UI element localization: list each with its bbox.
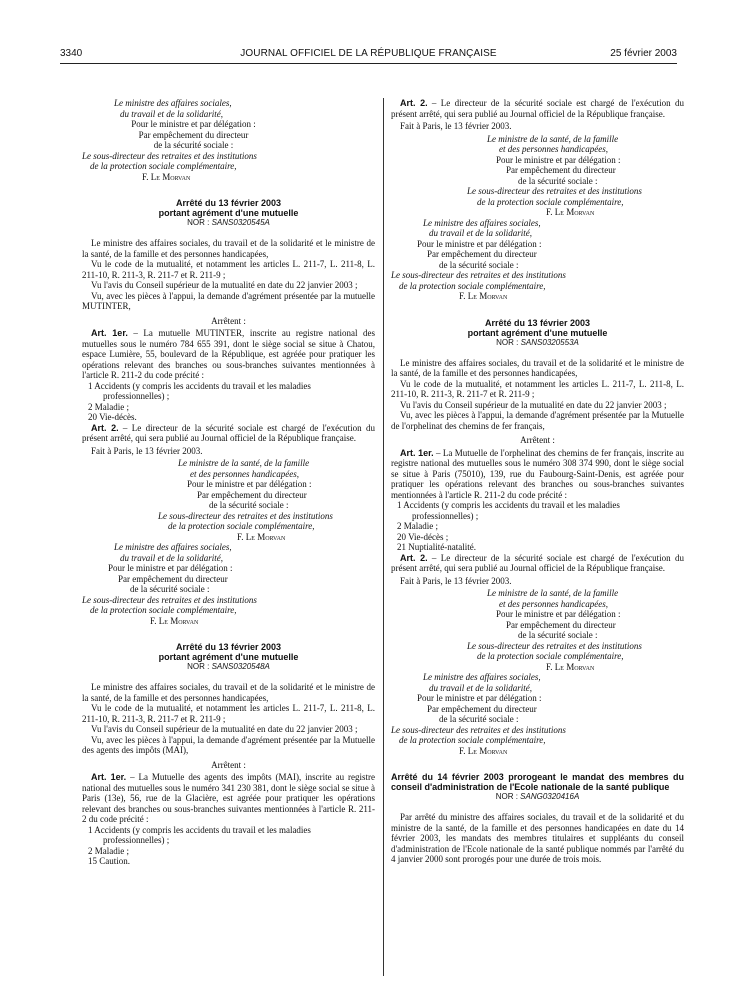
header-rule: [60, 63, 677, 64]
visa: Vu l'avis du Conseil supérieur de la mutualité en date du 22 janvier 2003 ;: [400, 399, 667, 410]
nor-reference: [82, 662, 375, 672]
fait-a-paris: Fait à Paris, le 13 février 2003.: [400, 575, 512, 586]
signature-line: Le sous-directeur des retraites et des institutions: [467, 640, 642, 651]
preamble: Le ministre des affaires sociales, du travail et de la solidarité et le ministre de la santé, de la famille et des personnes handicapées,: [391, 357, 684, 378]
signature-line: de la sécurité sociale :: [439, 259, 519, 270]
column-divider: [383, 98, 384, 976]
fait-a-paris: Fait à Paris, le 13 février 2003.: [91, 445, 203, 456]
visa: Vu, avec les pièces à l'appui, la demande d'agrément présentée par la Mutuelle de l'orphelinat des chemins de fer français,: [391, 410, 684, 431]
visa: Vu le code de la mutualité, et notamment les articles L. 211-7, L. 211-8, L. 211-10, R. 211-3, R. 211-7 et R. 211-9 ;: [391, 378, 684, 399]
page-header: [60, 48, 677, 62]
arretent-heading: Arrêtent :: [520, 435, 555, 445]
signature-block: [391, 134, 684, 302]
decree-body: Par arrêté du ministre des affaires sociales, du travail et de la solidarité et du ministre de la santé, de la famille et des personnes handicapées en date du 14 février 2003, les mandats des membres titulaires et suppléants du conseil d'administration de l'Ecole nationale de la santé publique nommés par l'arrêté du 4 janvier 2000 sont prorogés pour une durée de trois mois.: [391, 812, 684, 864]
signature-line: de la sécurité sociale :: [130, 584, 210, 594]
article-label: Art. 1er.: [91, 772, 127, 782]
signature-line: de la sécurité sociale :: [209, 500, 289, 510]
decree-title: Arrêté du 13 février 2003: [484, 317, 591, 328]
list-item-cont: professionnelles) ;: [103, 835, 170, 845]
article-1: [82, 328, 375, 381]
signature-line: Le sous-directeur des retraites et des institutions: [158, 510, 333, 521]
signature-line: Le ministre des affaires sociales,: [114, 98, 232, 108]
arretent-heading: Arrêtent :: [211, 759, 246, 770]
signature-line: de la protection sociale complémentaire,: [399, 735, 546, 745]
signature-line: de la sécurité sociale :: [153, 140, 234, 150]
signature-line: du travail et de la solidarité,: [120, 108, 223, 119]
nor-label: NOR :: [496, 337, 521, 347]
nor-label: NOR :: [187, 218, 212, 227]
decree-subtitle: portant agrément d'une mutuelle: [467, 327, 608, 338]
list-item: 15 Caution.: [88, 856, 130, 866]
nor-code: SANS0320548A: [211, 662, 270, 671]
right-column: [391, 98, 684, 865]
decree-subtitle: portant agrément d'une mutuelle: [158, 208, 299, 218]
article-2: [391, 553, 684, 574]
article-2: [82, 423, 375, 444]
signature-line: Le sous-directeur des retraites et des institutions: [467, 186, 642, 196]
list-item: 1 Accidents (y compris les accidents du travail et les maladies: [397, 500, 620, 510]
signature-line: Le ministre des affaires sociales,: [114, 542, 232, 552]
signature-line: de la protection sociale complémentaire,: [399, 280, 546, 291]
signature-line: Par empêchement du directeur: [118, 573, 228, 584]
signature-block: [82, 98, 375, 182]
decree-title: Arrêté du 13 février 2003: [175, 642, 282, 652]
signature-line: Pour le ministre et par délégation :: [496, 609, 621, 619]
signature-line: Par empêchement du directeur: [506, 165, 616, 175]
issue-date: 25 février 2003: [610, 48, 677, 59]
signatory-name: F. Le Morvan: [546, 207, 595, 217]
signature-line: et des personnes handicapées,: [499, 598, 608, 609]
signature-line: Pour le ministre et par délégation :: [187, 479, 312, 489]
article-text: – La Mutuelle des agents des impôts (MAI), inscrite au registre national des mutuelles sous le numéro 341 230 381, dont le siège social se situe à Paris (13e), 56, rue de la Glacière, est agréée pour pratiquer les opérations relevant des branches ou sous-branches suivantes mentionnées à l'article R. 211-2 du code précité :: [82, 772, 375, 824]
signature-line: Le sous-directeur des retraites et des institutions: [391, 724, 566, 735]
visa: Vu, avec les pièces à l'appui, la demande d'agrément présentée par la Mutuelle des agents des impôts (MAI),: [82, 734, 375, 755]
signature-line: du travail et de la solidarité,: [429, 682, 532, 693]
article-1: [391, 448, 684, 501]
nor-code: SANS0320553A: [520, 337, 579, 347]
article-2: [391, 98, 684, 119]
article-label: Art. 1er.: [400, 447, 434, 458]
signature-line: Pour le ministre et par délégation :: [417, 693, 542, 703]
preamble: Le ministre des affaires sociales, du travail et de la solidarité et le ministre de la santé, de la famille et des personnes handicapées,: [82, 238, 375, 259]
list-item: 20 Vie-décès.: [88, 412, 137, 422]
nor-reference: [391, 338, 684, 348]
signature-line: Par empêchement du directeur: [197, 489, 307, 500]
list-item-cont: professionnelles) ;: [412, 510, 479, 521]
list-item-cont: professionnelles) ;: [103, 391, 170, 401]
list-item: 20 Vie-décès ;: [397, 531, 449, 542]
signature-line: de la sécurité sociale :: [518, 630, 598, 640]
signature-line: Par empêchement du directeur: [138, 129, 249, 140]
signature-line: Le sous-directeur des retraites et des institutions: [391, 270, 566, 280]
signature-line: de la sécurité sociale :: [518, 175, 598, 186]
signatory-name: F. Le Morvan: [546, 661, 595, 672]
nor-label: NOR :: [187, 662, 212, 671]
signatory-name: F. Le Morvan: [459, 291, 508, 301]
signature-line: Par empêchement du directeur: [427, 249, 537, 259]
signature-line: Le ministre de la santé, de la famille: [487, 133, 619, 144]
signature-line: de la protection sociale complémentaire,: [168, 521, 315, 531]
list-item: 1 Accidents (y compris les accidents du travail et les maladies: [88, 824, 311, 835]
signature-line: Pour le ministre et par délégation :: [131, 119, 256, 129]
signature-line: Le ministre des affaires sociales,: [423, 217, 541, 228]
visa: Vu le code de la mutualité, et notamment les articles L. 211-7, L. 211-8, L. 211-10, R. 211-3, R. 211-7 et R. 211-9 ;: [82, 703, 375, 724]
signature-line: Le ministre de la santé, de la famille: [178, 458, 310, 468]
signature-line: de la sécurité sociale :: [439, 714, 519, 724]
signature-line: Pour le ministre et par délégation :: [108, 563, 233, 573]
article-text: – Le directeur de la sécurité sociale est chargé de l'exécution du présent arrêté, qui sera publié au Journal officiel de la République française.: [391, 98, 684, 119]
article-label: Art. 2.: [400, 552, 428, 563]
signature-line: du travail et de la solidarité,: [429, 228, 532, 238]
article-label: Art. 1er.: [91, 328, 128, 338]
signature-line: Par empêchement du directeur: [427, 703, 537, 714]
page-number: 3340: [60, 48, 83, 59]
article-label: Art. 2.: [91, 422, 119, 433]
nor-reference: [391, 792, 684, 802]
signature-line: Pour le ministre et par délégation :: [417, 238, 542, 249]
nor-code: SANG0320416A: [520, 792, 580, 801]
list-item: 2 Maladie ;: [397, 521, 438, 531]
signature-line: de la protection sociale complémentaire,: [477, 196, 624, 207]
article-1: [82, 772, 375, 825]
signature-line: Le sous-directeur des retraites et des institutions: [82, 594, 257, 605]
signature-block: [391, 588, 684, 756]
signature-block: [82, 458, 375, 626]
left-column: [82, 98, 375, 867]
article-label: Art. 2.: [400, 98, 428, 108]
article-text: – Le directeur de la sécurité sociale est chargé de l'exécution du présent arrêté, qui sera publié au Journal officiel de la République française.: [391, 552, 684, 573]
signature-line: Le ministre des affaires sociales,: [423, 672, 541, 682]
preamble: Le ministre des affaires sociales, du travail et de la solidarité et le ministre de la santé, de la famille et des personnes handicapées,: [82, 682, 375, 703]
signatory-name: F. Le Morvan: [150, 615, 199, 626]
arretent-heading: Arrêtent :: [211, 315, 246, 326]
signature-line: de la protection sociale complémentaire,: [477, 651, 624, 661]
signature-line: du travail et de la solidarité,: [120, 552, 223, 563]
signature-line: Pour le ministre et par délégation :: [496, 154, 621, 165]
signature-line: Le ministre de la santé, de la famille: [487, 588, 619, 598]
list-item: 1 Accidents (y compris les accidents du travail et les maladies: [88, 380, 311, 391]
visa: Vu le code de la mutualité, et notamment les articles L. 211-7, L. 211-8, L. 211-10, R. 211-3, R. 211-7 et R. 211-9 ;: [82, 259, 375, 280]
list-item: 21 Nuptialité-natalité.: [397, 542, 476, 552]
signatory-name: F. Le Morvan: [237, 531, 286, 542]
visa: Vu l'avis du Conseil supérieur de la mutualité en date du 22 janvier 2003 ;: [91, 724, 358, 734]
nor-reference: [82, 218, 375, 228]
decree-title: Arrêté du 14 février 2003 prorogeant le mandat des membres du conseil d'administration de l'Ecole nationale de la santé publique: [391, 772, 684, 792]
signature-line: de la protection sociale complémentaire,: [90, 161, 237, 171]
signatory-name: F. Le Morvan: [142, 171, 191, 182]
signatory-name: F. Le Morvan: [459, 745, 508, 756]
fait-a-paris: Fait à Paris, le 13 février 2003.: [400, 121, 512, 131]
signature-line: de la protection sociale complémentaire,: [90, 605, 237, 615]
article-text: – La Mutuelle de l'orphelinat des chemins de fer français, inscrite au registre national des mutuelles sous le numéro 308 374 990, dont le siège social se situe à Paris (75010), 139, rue du Faubourg-Saint-Denis, est agréée pour pratiquer les opérations relevant des branches ou sous-branches suivantes mentionnées à l'article R. 211-2 du code précité :: [391, 447, 684, 500]
list-item: 2 Maladie ;: [88, 845, 129, 856]
list-item: 2 Maladie ;: [88, 401, 129, 412]
signature-line: Le sous-directeur des retraites et des institutions: [82, 150, 257, 161]
visa: Vu l'avis du Conseil supérieur de la mutualité en date du 22 janvier 2003 ;: [91, 280, 358, 290]
visa: Vu, avec les pièces à l'appui, la demande d'agrément présentée par la mutuelle MUTINTER,: [82, 290, 375, 311]
signature-line: et des personnes handicapées,: [499, 144, 608, 154]
nor-code: SANS0320545A: [211, 218, 270, 227]
article-text: – Le directeur de la sécurité sociale est chargé de l'exécution du présent arrêté, qui sera publié au Journal officiel de la République française.: [82, 422, 375, 443]
decree-subtitle: portant agrément d'une mutuelle: [158, 652, 299, 662]
decree-title: Arrêté du 13 février 2003: [175, 198, 282, 208]
signature-line: et des personnes handicapées,: [190, 468, 299, 479]
journal-title: JOURNAL OFFICIEL DE LA RÉPUBLIQUE FRANÇAISE: [240, 48, 497, 59]
nor-label: NOR :: [495, 792, 521, 801]
article-text: – La mutuelle MUTINTER, inscrite au registre national des mutuelles sous le numéro 784 655 391, dont le siège social se situe à Chatou, espace Lumière, 55, boulevard de la République, est agréée pour pratiquer les opérations relevant des branches ou sous-branches suivantes mentionnées à l'article R. 211-2 du code précité :: [82, 328, 375, 380]
signature-line: Par empêchement du directeur: [506, 619, 616, 630]
